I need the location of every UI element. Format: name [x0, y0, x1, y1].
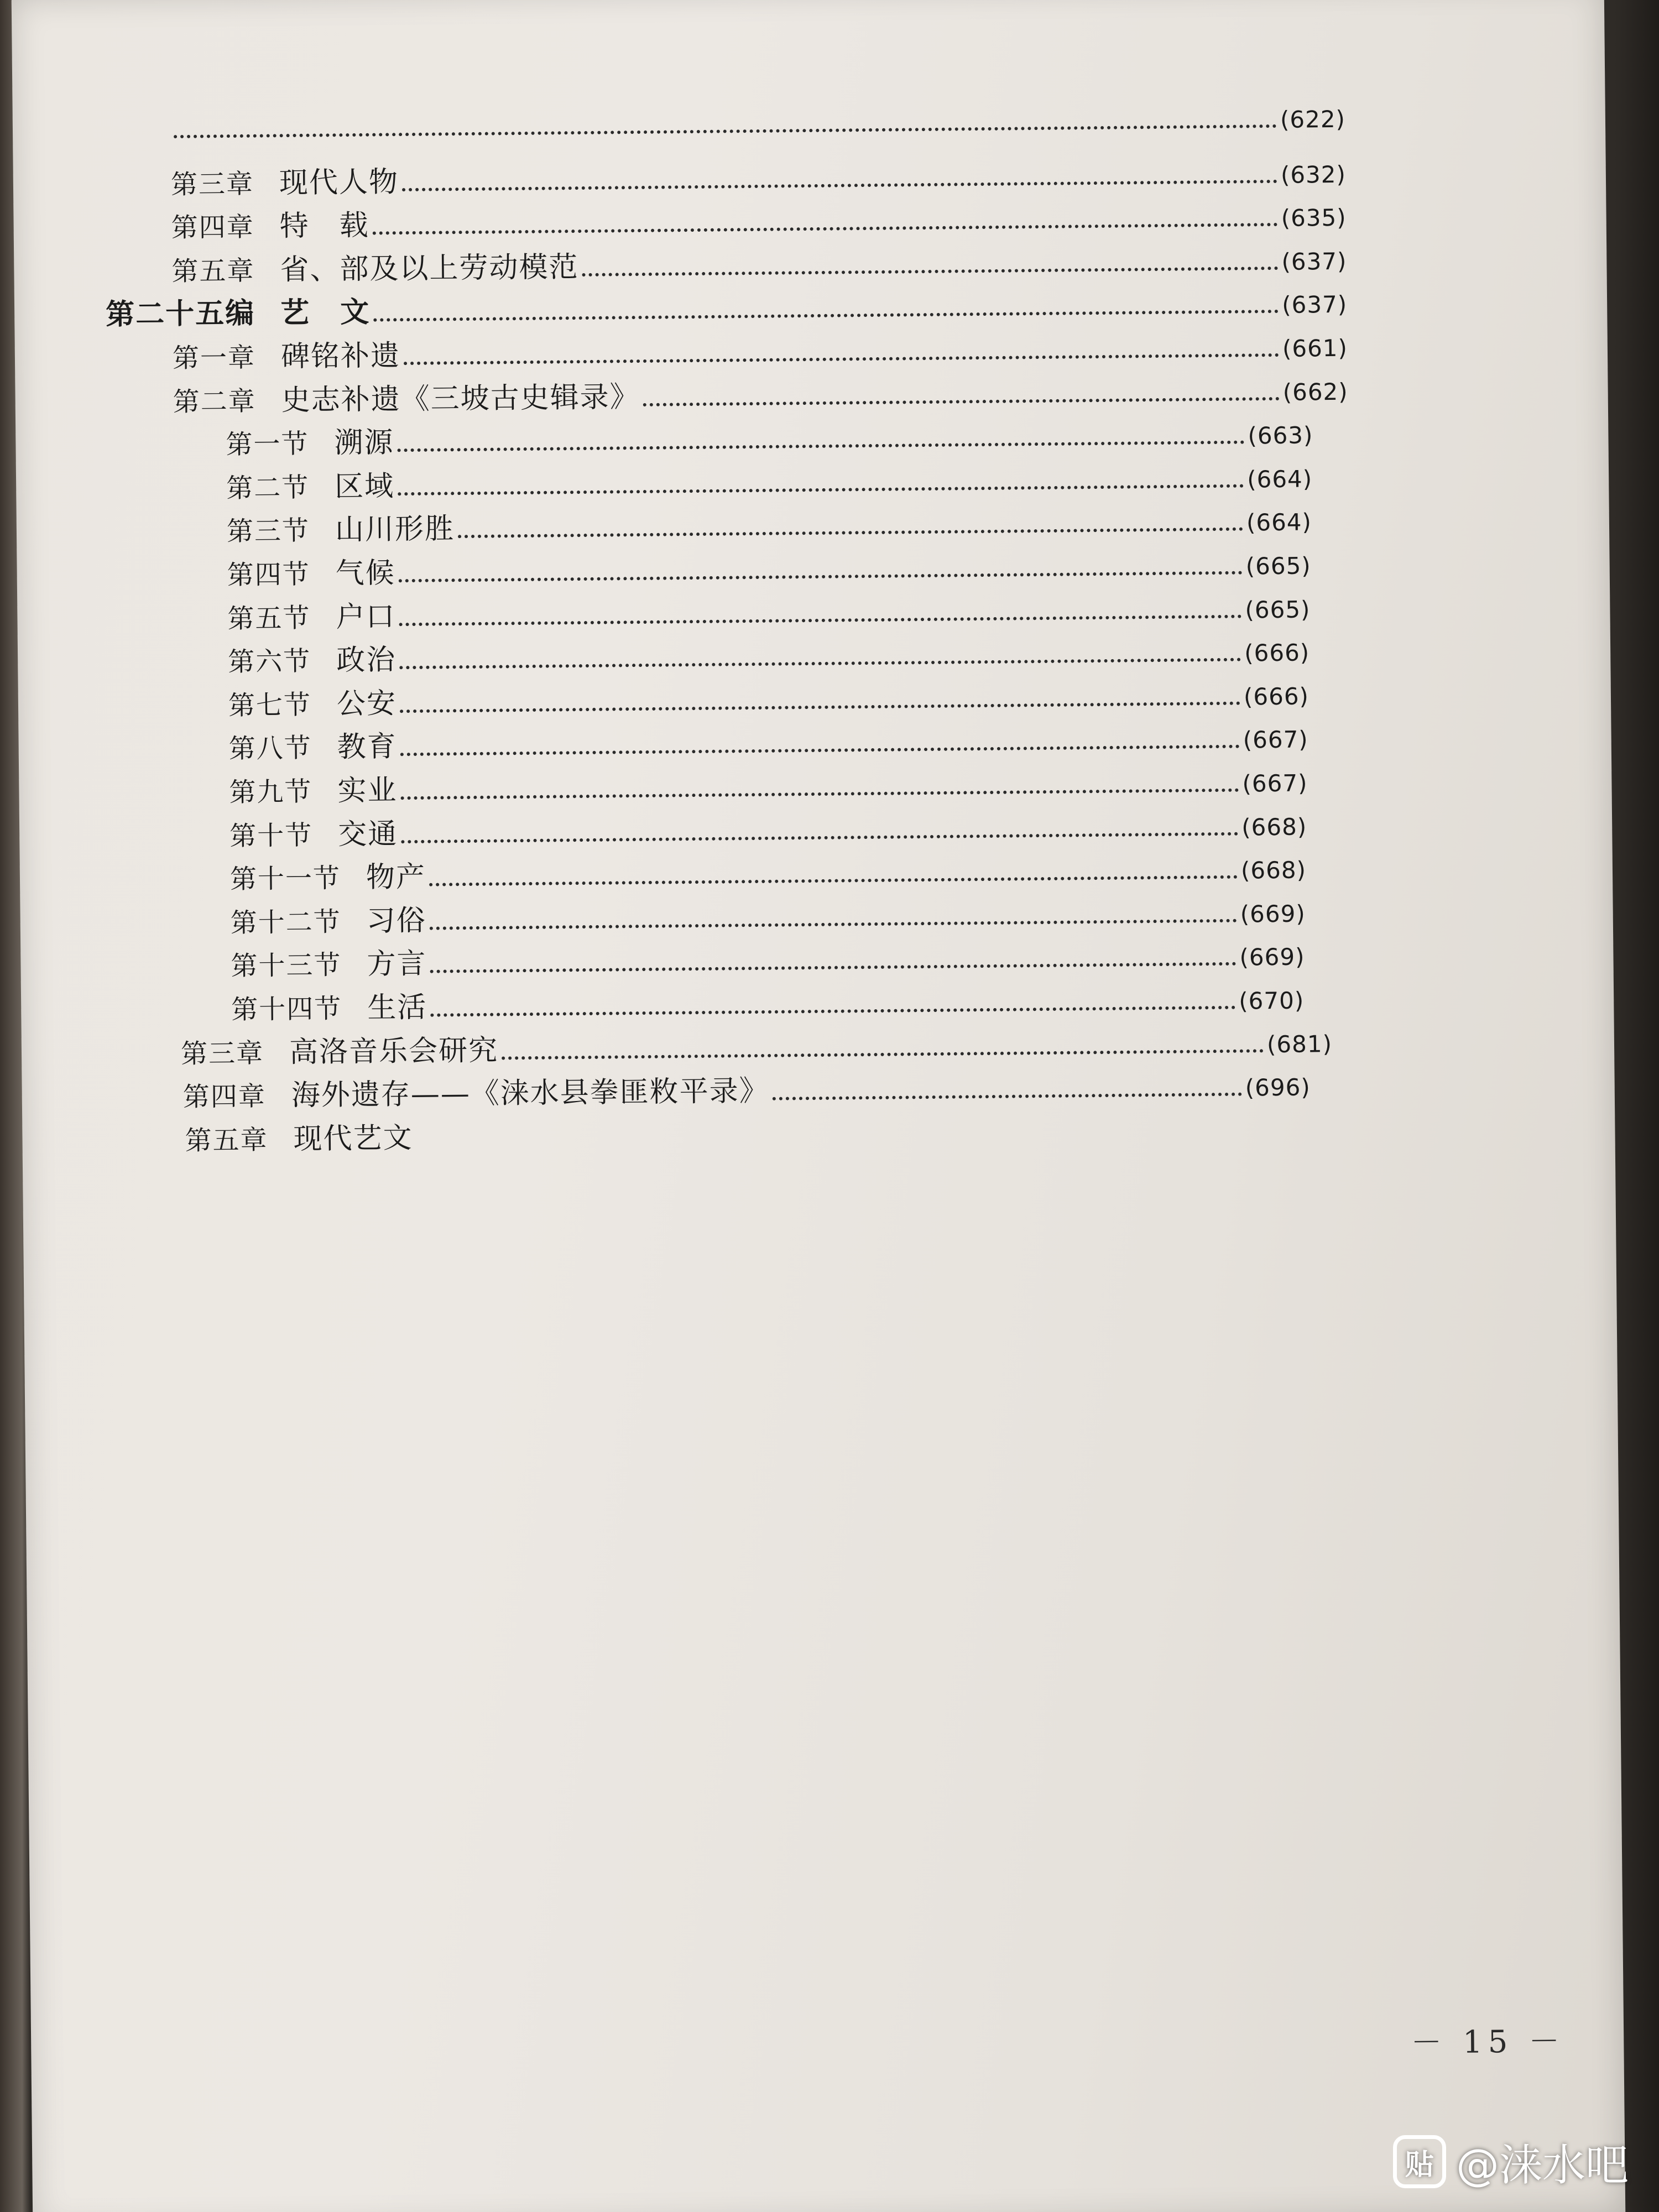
toc-leader-dots: [430, 962, 1237, 973]
toc-leader-dots: [429, 875, 1238, 886]
table-of-contents: [12, 0, 1626, 2212]
toc-entry-page: (668): [1240, 856, 1307, 884]
toc-entry-page: (632): [1280, 160, 1347, 189]
toc-entry-page: (662): [1282, 378, 1348, 406]
book-page: [12, 0, 1626, 2212]
toc-leader-dots: [458, 528, 1243, 539]
toc-entry-page: (667): [1243, 726, 1308, 754]
toc-entry-page: (661): [1282, 334, 1348, 362]
toc-entry-number: 第七节: [228, 689, 312, 722]
toc-entry-title: 物产: [366, 860, 426, 895]
toc-entry-title: 户口: [336, 599, 396, 634]
toc-entry-number: 第三章: [180, 1037, 264, 1070]
toc-leader-dots: [399, 571, 1243, 583]
toc-leader-dots: [373, 223, 1278, 235]
toc-entry-number: 第九节: [229, 776, 312, 808]
toc-entry: [229, 758, 1308, 810]
toc-entry-number: 第十二节: [230, 906, 342, 938]
toc-leader-dots: [373, 310, 1279, 322]
page-number: － 15 －: [1411, 2023, 1566, 2061]
toc-entry-page: (666): [1244, 639, 1310, 667]
toc-entry-number: 第四章: [182, 1081, 267, 1113]
toc-entry-number: 第三节: [226, 515, 310, 547]
toc-entry: [231, 932, 1305, 984]
toc-entry-number: 第十三节: [231, 950, 342, 982]
toc-entry: [227, 540, 1311, 592]
toc-entry-page: (665): [1245, 596, 1311, 624]
toc-entry-number: 第十一节: [229, 863, 341, 895]
toc-leader-dots: [404, 353, 1279, 365]
toc-entry-page: (696): [1245, 1073, 1311, 1102]
toc-entry-page: (637): [1281, 247, 1347, 275]
toc-entry-page: (622): [1280, 105, 1346, 133]
toc-leader-dots: [502, 1049, 1264, 1060]
toc-leader-dots: [773, 1093, 1242, 1100]
toc-entry: [227, 584, 1311, 636]
toc-leader-dots: [399, 658, 1241, 670]
toc-entry-page: (669): [1239, 943, 1305, 972]
toc-entry-title: 交通: [337, 817, 398, 851]
toc-entry-page: (664): [1246, 508, 1312, 536]
toc-entry-number: 第三章: [170, 168, 254, 200]
toc-entry-number: 第五章: [185, 1124, 268, 1156]
toc-entry-page: (669): [1240, 900, 1306, 928]
toc-leader-dots: [643, 397, 1280, 406]
toc-entry-page: (635): [1281, 204, 1347, 232]
toc-entry-page: (664): [1246, 465, 1313, 493]
toc-entry: [227, 497, 1312, 549]
toc-leader-dots: [174, 124, 1277, 138]
toc-entry-title: 教育: [337, 730, 398, 764]
toc-entry: [230, 888, 1306, 940]
toc-entry: [228, 714, 1308, 766]
toc-entry-number: 第二十五编: [105, 296, 255, 332]
toc-entry-number: 第十节: [229, 820, 313, 852]
toc-entry-number: 第一章: [172, 342, 256, 374]
toc-entry: [228, 671, 1310, 723]
toc-entry: [231, 975, 1305, 1027]
toc-entry-page: (681): [1266, 1030, 1333, 1058]
toc-entry-number: 第一节: [226, 428, 309, 461]
toc-leader-dots: [430, 1006, 1235, 1017]
toc-entry-title: 山川形胜: [335, 512, 455, 547]
toc-entry-title: 方言: [367, 947, 427, 982]
toc-leader-dots: [398, 441, 1245, 452]
toc-entry-title: 艺 文: [280, 295, 371, 330]
toc-entry-title: 溯源: [334, 426, 394, 460]
toc-leader-dots: [401, 832, 1238, 843]
toc-entry-number: 第十四节: [231, 993, 342, 1026]
toc-entry-number: 第四章: [171, 211, 254, 244]
toc-entry: [226, 453, 1313, 505]
toc-entry-title: 省、部及以上劳动模范: [280, 250, 579, 287]
toc-entry-page: (665): [1245, 552, 1311, 580]
toc-entry-page: (670): [1239, 987, 1305, 1015]
toc-entry-title: 现代艺文: [293, 1121, 413, 1156]
toc-entry-number: 第八节: [228, 733, 312, 765]
toc-entry-title: 实业: [337, 774, 398, 808]
toc-entry-title: 现代人物: [279, 165, 399, 200]
toc-entry-number: 第二章: [173, 385, 257, 418]
toc-entry-number: 第五章: [171, 255, 255, 287]
toc-entry-title: 习俗: [366, 904, 427, 938]
toc-entry: [226, 410, 1313, 462]
toc-entry: [185, 1106, 1289, 1158]
toc-entry-title: 海外遗存——《涞水县拳匪敉平录》: [291, 1074, 770, 1113]
tieba-icon: 贴: [1393, 2135, 1446, 2188]
toc-entry: [170, 106, 1345, 145]
toc-entry-title: 生活: [367, 990, 427, 1025]
toc-entry: [230, 845, 1307, 897]
toc-leader-dots: [400, 701, 1240, 713]
toc-entry-number: 第四节: [227, 559, 311, 591]
toc-entry-title: 政治: [336, 643, 397, 677]
toc-entry-number: 第六节: [227, 645, 311, 678]
toc-entry-page: (666): [1243, 682, 1310, 711]
toc-leader-dots: [400, 745, 1240, 757]
toc-entry-page: (663): [1248, 421, 1313, 450]
toc-leader-dots: [399, 614, 1242, 626]
toc-entry-title: 特 载: [279, 208, 369, 243]
toc-leader-dots: [430, 919, 1237, 930]
toc-entry-page: (637): [1281, 291, 1348, 319]
watermark-text: @涞水吧: [1455, 2141, 1629, 2190]
toc-leader-dots: [401, 789, 1239, 800]
toc-entry-title: 史志补遗《三坡古史辑录》: [281, 380, 640, 417]
toc-entry-title: 区域: [334, 469, 395, 504]
toc-entry-number: 第五节: [227, 602, 311, 634]
toc-leader-dots: [398, 484, 1244, 495]
toc-entry-title: 公安: [336, 687, 397, 721]
toc-leader-dots: [402, 180, 1277, 191]
toc-entry: [228, 628, 1310, 680]
watermark: [1393, 2131, 1629, 2193]
toc-entry: [229, 801, 1307, 853]
toc-entry-number: 第二节: [226, 472, 310, 504]
toc-entry-page: (668): [1241, 813, 1307, 841]
toc-entry-title: 高洛音乐会研究: [289, 1034, 499, 1069]
toc-entry-title: 碑铭补遗: [280, 339, 401, 374]
toc-entry-title: 气候: [335, 556, 396, 591]
toc-entry-page: (667): [1242, 769, 1308, 797]
toc-leader-dots: [582, 267, 1279, 276]
toc-entry: [182, 1062, 1311, 1115]
